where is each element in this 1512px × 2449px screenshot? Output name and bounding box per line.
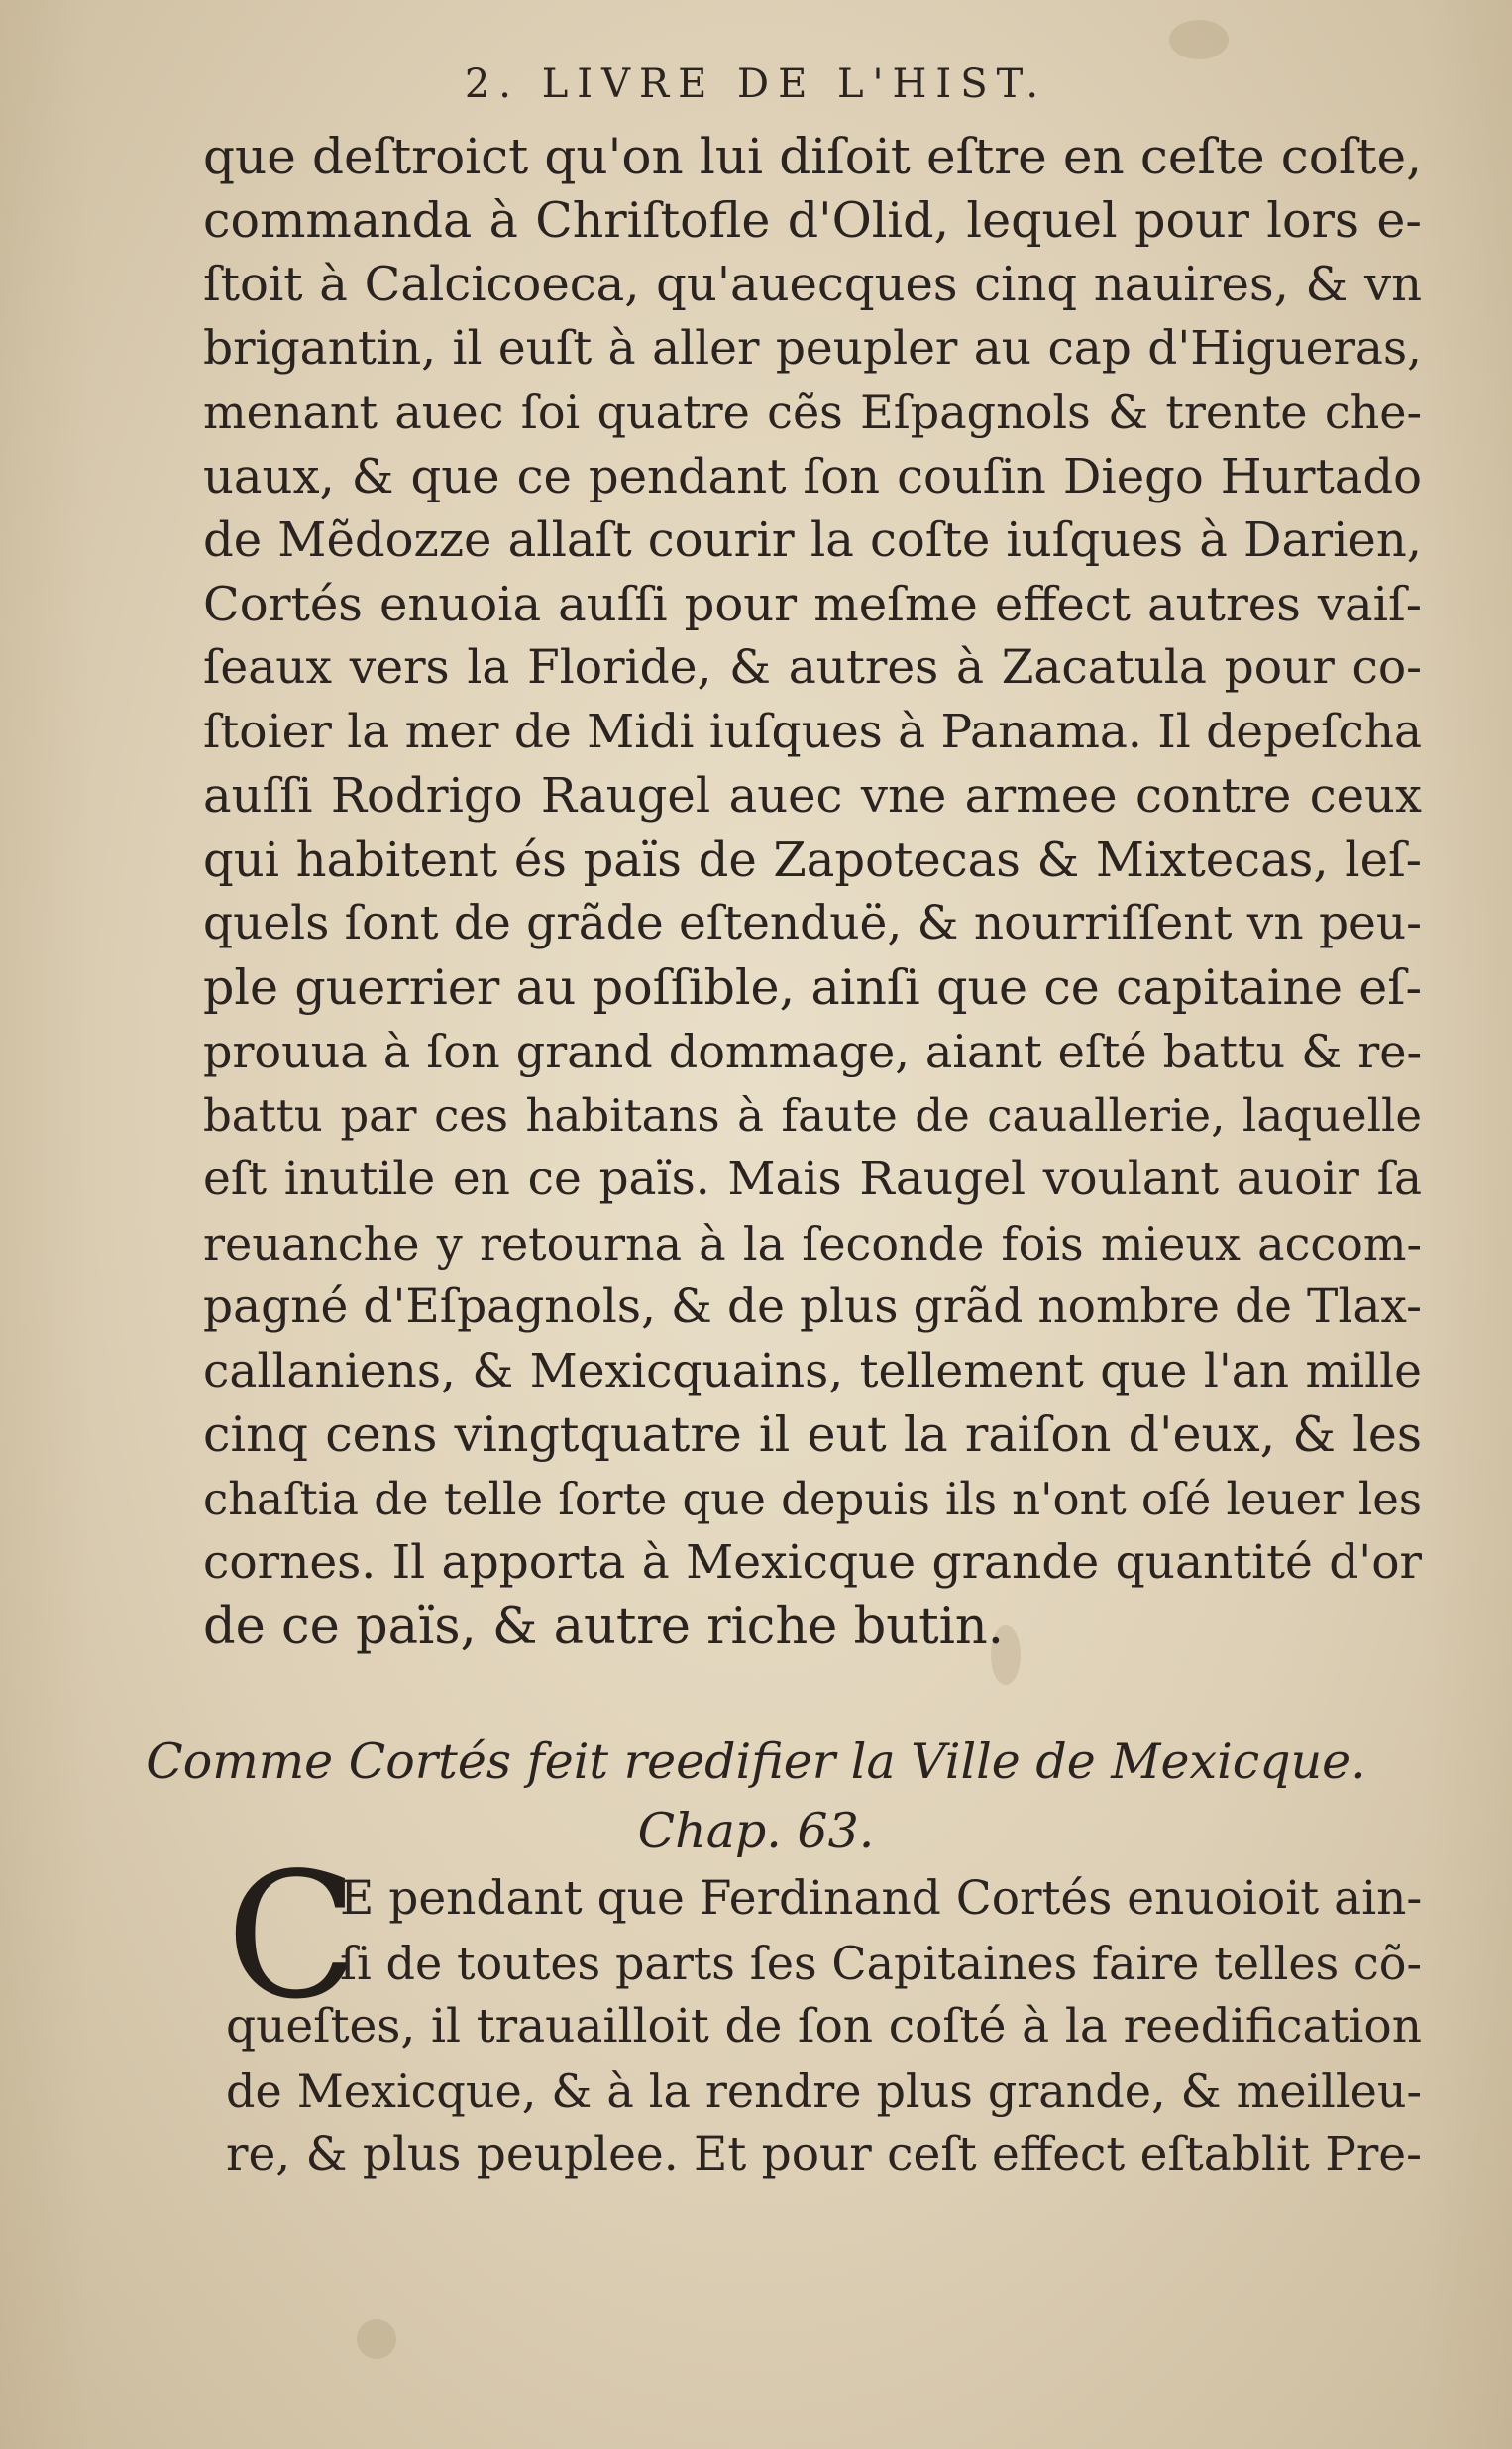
text-line: de Mexicque, & à la rendre plus grande, & meilleu- [226, 2063, 1422, 2118]
text-line: eſt inutile en ce païs. Mais Raugel voulant auoir ſa [203, 1152, 1422, 1206]
text-line: uaux, & que ce pendant ſon couſin Diego Hurtado [203, 448, 1422, 504]
text-line: pagné d'Eſpagnols, & de plus grãd nombre de Tlax- [203, 1280, 1422, 1334]
text-line: battu par ces habitans à faute de cauallerie, laquelle [203, 1088, 1422, 1142]
text-line: commanda à Chriſtofle d'Olid, lequel pour lors e- [203, 191, 1422, 249]
text-line: callaniens, & Mexicquains, tellement que l'an mille [203, 1343, 1422, 1398]
chapter-number: Chap. 63. [637, 1803, 875, 1859]
text-line: quels ſont de grãde eſtenduë, & nourriſſent vn peu- [203, 896, 1422, 950]
chapter-title: Comme Cortés feit reedifier la Ville de Mexicque. [146, 1733, 1366, 1790]
text-line: menant auec ſoi quatre cẽs Eſpagnols & trente che- [203, 386, 1422, 439]
text-line: ſtoit à Calcicoeca, qu'auecques cinq nauires, & vn [203, 257, 1422, 312]
paper-stain [1169, 20, 1229, 59]
text-line: auſſi Rodrigo Raugel auec vne armee contre ceux [203, 768, 1422, 824]
text-line: reuanche y retourna à la ſeconde fois mieux accom- [203, 1216, 1422, 1271]
text-line: qui habitent és païs de Zapotecas & Mixtecas, leſ- [203, 832, 1422, 888]
text-line: ſi de toutes parts ſes Capitaines faire telles cõ- [340, 1936, 1422, 1990]
text-line: ple guerrier au poſſible, ainſi que ce capitaine eſ- [203, 958, 1422, 1016]
text-line: cornes. Il apporta à Mexicque grande quantité d'or [203, 1535, 1422, 1590]
text-line: ſtoier la mer de Midi iuſques à Panama. Il depeſcha [203, 704, 1422, 759]
text-line: de ce païs, & autre riche butin. [203, 1597, 1004, 1656]
text-line: cinq cens vingtquatre il eut la raiſon d'eux, & les [203, 1406, 1422, 1463]
text-line: Cortés enuoia auſſi pour meſme effect autres vaiſ- [203, 576, 1422, 632]
chapter-paragraph [226, 1867, 1422, 2187]
text-line: de Mẽdozze allaſt courir la coſte iuſques à Darien, [203, 512, 1422, 568]
text-line: ſeaux vers la Floride, & autres à Zacatula pour co- [203, 640, 1422, 695]
paper-stain [357, 2319, 396, 2359]
text-line: que deſtroict qu'on lui diſoit eſtre en ceſte coſte, [203, 128, 1422, 185]
text-line: queſtes, il trauailloit de ſon coſté à la reedification [226, 1999, 1422, 2054]
text-line: E pendant que Ferdinand Cortés enuoioit ain- [340, 1871, 1423, 1926]
text-line: re, & plus peuplee. Et pour ceſt effect eſtablit Pre- [226, 2127, 1422, 2181]
main-paragraph [203, 125, 1422, 1659]
text-line: brigantin, il euſt à aller peupler au cap d'Higueras, [203, 320, 1422, 376]
text-line: chaſtia de telle ſorte que depuis ils n'ont oſé leuer les [203, 1472, 1422, 1525]
text-line: prouua à ſon grand dommage, aiant eſté battu & re- [203, 1025, 1422, 1078]
drop-cap-initial: C [226, 1837, 359, 2038]
running-head: 2. LIVRE DE L'HIST. [464, 61, 1048, 107]
